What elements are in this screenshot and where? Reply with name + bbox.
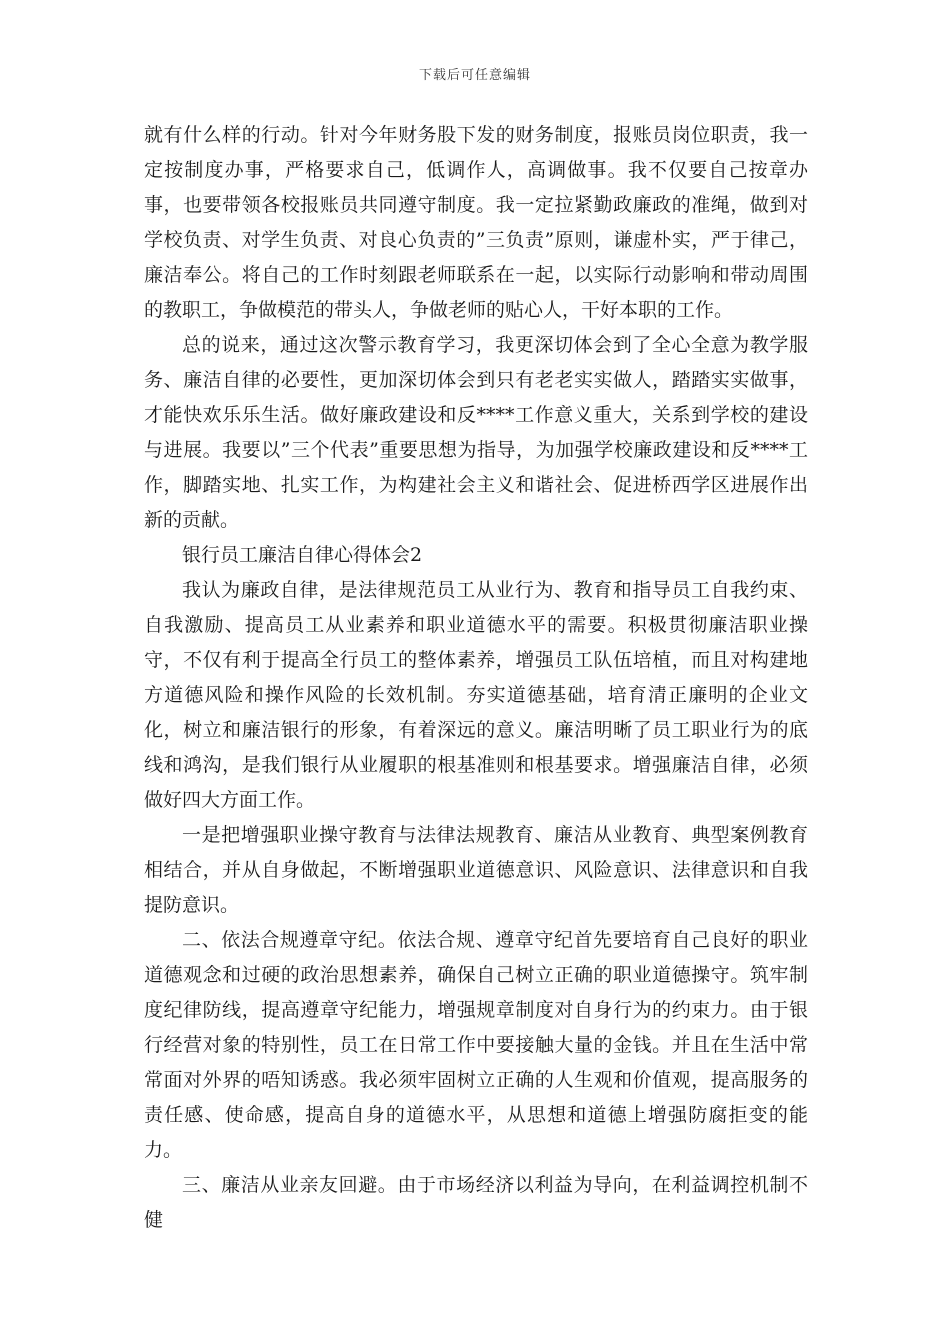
paragraph-point-one: 一是把增强职业操守教育与法律法规教育、廉洁从业教育、典型案例教育相结合，并从自身做起，不断增强职业道德意识、风险意识、法律意识和自我提防意识。 [144, 824, 808, 916]
paragraph-point-two: 二、依法合规遵章守纪。依法合规、遵章守纪首先要培育自己良好的职业道德观念和过硬的政治思想素养，确保自己树立正确的职业道德操守。筑牢制度纪律防线，提高遵章守纪能力，增强规章制度对自身行为的约束力。由于银行经营对象的特别性，员工在日常工作中要接触大量的金钱。并且在生活中常常面对外界的唔知诱惑。我必须牢固树立正确的人生观和价值观，提高服务的责任感、使命感，提高自身的道德水平，从思想和道德上增强防腐拒变的能力。 [144, 929, 808, 1161]
paragraph-continuation: 就有什么样的行动。针对今年财务股下发的财务制度，报账员岗位职责，我一定按制度办事，严格要求自己，低调作人，高调做事。我不仅要自己按章办事，也要带领各校报账员共同遵守制度。我一定拉紧勤政廉政的准绳，做到对学校负责、对学生负责、对良心负责的”三负责”原则，谦虚朴实，严于律己，廉洁奉公。将自己的工作时刻跟老师联系在一起，以实际行动影响和带动周围的教职工，争做模范的带头人，争做老师的贴心人，干好本职的工作。 [144, 124, 808, 321]
paragraph-point-three: 三、廉洁从业亲友回避。由于市场经济以利益为导向，在利益调控机制不健 [144, 1174, 808, 1231]
page-header: 下载后可任意编辑 [418, 68, 531, 83]
paragraph-summary: 总的说来，通过这次警示教育学习，我更深切体会到了全心全意为教学服务、廉洁自律的必要性，更加深切体会到只有老老实实做人，踏踏实实做事，才能快欢乐乐生活。做好廉政建设和反****工作意义重大，关系到学校的建设与进展。我要以”三个代表”重要思想为指导，为加强学校廉政建设和反****工作，脚踏实地、扎实工作，为构建社会主义和谐社会、促进桥西学区进展作出新的贡献。 [144, 334, 808, 531]
document-body [144, 118, 808, 1238]
paragraph-intro: 我认为廉政自律，是法律规范员工从业行为、教育和指导员工自我约束、自我激励、提高员工从业素养和职业道德水平的需要。积极贯彻廉洁职业操守，不仅有利于提高全行员工的整体素养，增强员工队伍培植，而且对构建地方道德风险和操作风险的长效机制。夯实道德基础，培育清正廉明的企业文化，树立和廉洁银行的形象，有着深远的意义。廉洁明晰了员工职业行为的底线和鸿沟，是我们银行从业履职的根基准则和根基要求。增强廉洁自律，必须做好四大方面工作。 [144, 579, 808, 811]
section-title: 银行员工廉洁自律心得体会2 [182, 544, 423, 566]
